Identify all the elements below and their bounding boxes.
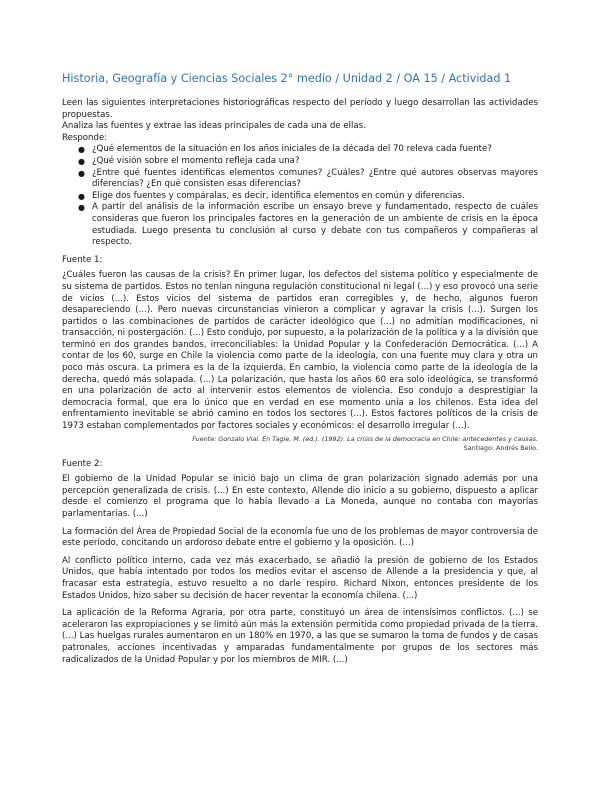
question-item: ● ¿Qué elementos de la situación en los años iniciales de la década del 70 releva cada fuente? [78, 144, 492, 155]
bullet-icon: ● [78, 203, 85, 213]
fuente-2-paragraph: Al conflicto político interno, cada vez más exacerbado, se añadió la presión de gobierno de los Estados Unidos, que había intentado por todos los medios evitar el ascenso de Allende a la presidencia y que, al fracasar esta estrategia, estuvo resuelto a no darle respiro. Richard Nixon, entonces presidente de los Estados Unidos, hizo saber su decisión de hacer reventar la economía chilena. (...) [62, 555, 538, 601]
citation-line: Santiago: Andrés Bello. [463, 443, 538, 452]
fuente-2-label: Fuente 2: [62, 458, 103, 469]
page-title: Historia, Geografía y Ciencias Sociales 2° medio / Unidad 2 / OA 15 / Actividad 1 [62, 72, 512, 85]
bullet-icon: ● [78, 156, 85, 166]
fuente-1-citation [62, 435, 538, 453]
question-item: ● A partir del análisis de la información escribe un ensayo breve y fundamentado, respecto de cuáles consideras que fueron los principales factores en la generación de un ambiente de crisis en la época estudiada. Luego presenta tu conclusión al curso y debate con tus compañeros y compañeras al respecto. [78, 202, 538, 248]
bullet-icon: ● [78, 191, 85, 201]
question-list [62, 144, 538, 248]
question-item: ● ¿Qué visión sobre el momento refleja cada una? [78, 155, 300, 166]
fuente-2-paragraph: La formación del Área de Propiedad Social de la economía fue uno de los problemas de mayor controversia de este período, concitando un ardoroso debate entre el gobierno y la oposición. (...) [62, 526, 538, 549]
document-body [62, 98, 538, 666]
intro-respond-label: Responde: [62, 132, 108, 143]
question-item: ● Elige dos fuentes y compáralas, es decir, identifica elementos en común y diferencias. [78, 190, 465, 201]
fuente-2-paragraph: La aplicación de la Reforma Agraria, por otra parte, constituyó un área de intensísimos conflictos. (...) se aceleraron las expropiaciones y se limitó aún más la extensión permitida como propiedad privada de la tierra. (...) Las huelgas rurales aumentaron en un 180% en 1970, a las que se sumaron la toma de fundos y de casas patronales, acciones incentivadas y amparadas fundamentalmente por grupos de los sectores más radicalizados de la Unidad Popular y por los miembros de MIR. (...) [62, 608, 538, 665]
bullet-icon: ● [78, 168, 85, 178]
fuente-1-label: Fuente 1: [62, 254, 103, 265]
question-item: ● ¿Entre qué fuentes identificas elementos comunes? ¿Cuáles? ¿Entre qué autores observas mayores diferencias? ¿En qué consisten esas diferencias? [78, 167, 538, 190]
citation-line: Fuente: Gonzalo Vial. En Tagle, M. (ed.). (1992). La crisis de la democracia en Chile: antecedentes y causas. [192, 434, 538, 443]
intro-instruction: Analiza las fuentes y extrae las ideas principales de cada una de ellas. [62, 121, 366, 132]
bullet-icon: ● [78, 145, 85, 155]
fuente-2-paragraph: El gobierno de la Unidad Popular se inició bajo un clima de gran polarización signado además por una percepción generalizada de crisis. (...) En este contexto, Allende dio inicio a su gobierno, dispuesto a aplicar desde el comienzo el programa que lo había llevado a La Moneda, aunque no contaba con mayorías parlamentarias. (...) [62, 474, 538, 519]
intro-paragraph: Leen las siguientes interpretaciones historiográficas respecto del período y luego desarrollan las actividades propuestas. [62, 98, 538, 120]
fuente-1-text: ¿Cuáles fueron las causas de la crisis? En primer lugar, los defectos del sistema político y especialmente de su sistema de partidos. Estos no tenían ninguna regulación constitucional ni legal (...) y eso provocó una serie de vicios (...). Estos vicios del sistema de partidos eran corregibles y, de hecho, algunos fueron desapareciendo (...). Pero nuevas circunstancias vinieron a complicar y agravar la crisis (...). Surgen los partidos o las combinaciones de partidos de carácter ideológico que (...) no admitían modificaciones, ni transacción, ni postergación. (...) Esto condujo, por supuesto, a la polarización de la política y a la división que terminó en dos grandes bandos, irreconciliables: la Unidad Popular y la Confederación Democrática. (...) A contar de los 60, surge en Chile la violencia como parte de la ideología, con una fuente muy clara y otra un poco más oscura. La primera es la de la izquierda. En cambio, la violencia como parte de la ideología de la derecha, quedó más solapada. (...) La polarización, que hasta los años 60 era solo ideológica, se transformó en una polarización de acto al intervenir estos elementos de violencia. Eso condujo a desprestigiar la democracia formal, que era lo único que en verdad en ese momento unía a los chilenos. Esta idea del enfrentamiento inevitable se abrió camino en todos los sectores (...). Estos factores políticos de la crisis de 1973 estaban complementados por factores sociales y económicos: el desarrollo irregular (...). [62, 270, 538, 432]
